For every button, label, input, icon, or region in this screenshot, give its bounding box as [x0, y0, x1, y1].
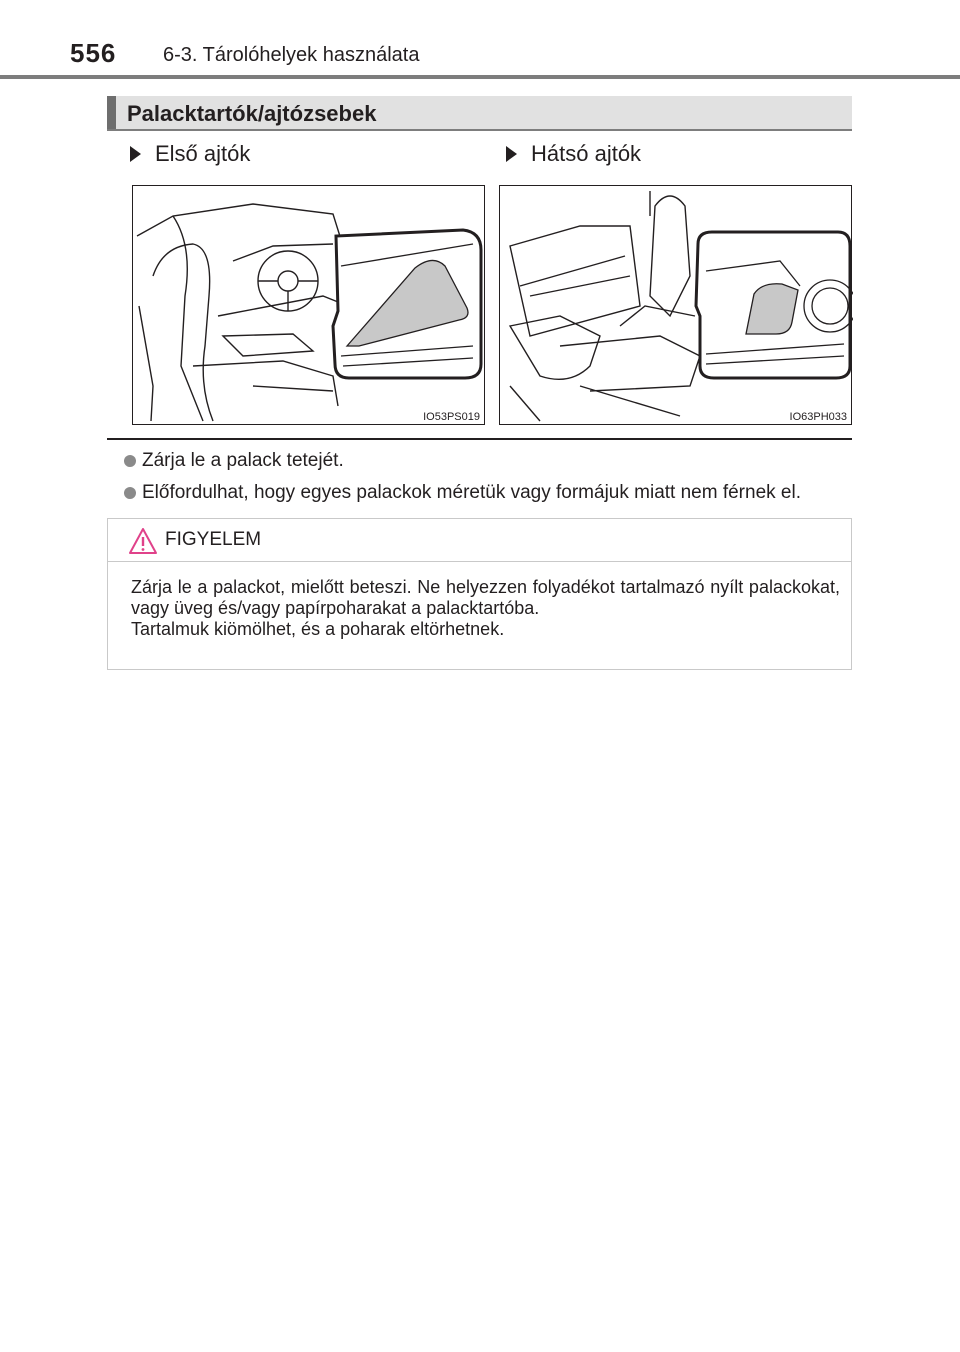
warning-text: Zárja le a palackot, mielőtt beteszi. Ne helyezzen folyadékot tartalmazó nyílt palackokat, vagy üveg és/vagy papírpoharakat a palacktartóba.: [131, 577, 840, 618]
figure-code: IO53PS019: [423, 411, 480, 423]
round-bullet-icon: [124, 487, 136, 499]
warning-label: FIGYELEM: [165, 529, 262, 550]
bullet-item: [124, 450, 344, 472]
figure-code: IO63PH033: [789, 411, 847, 423]
warning-triangle-icon: [128, 527, 158, 555]
warning-box: [107, 518, 852, 670]
figure-rear-doors: [499, 185, 852, 425]
bullet-text: Előfordulhat, hogy egyes palackok méretük vagy formájuk miatt nem férnek el.: [142, 482, 801, 503]
warning-text: Tartalmuk kiömölhet, és a poharak eltörhetnek.: [131, 619, 505, 639]
front-door-illustration: [133, 186, 486, 426]
page-number: 556: [70, 38, 117, 68]
section-bar: [107, 96, 852, 131]
mid-rule: [107, 438, 852, 440]
triangle-bullet-icon: [130, 146, 141, 162]
chapter-title: 6-3. Tárolóhelyek használata: [163, 44, 420, 66]
section-title: Palacktartók/ajtózsebek: [127, 101, 377, 126]
subhead-front-doors: [130, 141, 250, 167]
bullet-text: Zárja le a palack tetejét.: [142, 450, 344, 471]
warning-header: [108, 519, 851, 562]
section-accent: [107, 96, 116, 129]
header-rule: [0, 75, 960, 79]
bullet-item: [124, 482, 801, 504]
subhead-rear-doors: [506, 141, 641, 167]
figure-front-doors: [132, 185, 485, 425]
triangle-bullet-icon: [506, 146, 517, 162]
warning-body: [131, 577, 840, 640]
round-bullet-icon: [124, 455, 136, 467]
subhead-label: Első ajtók: [155, 141, 251, 166]
rear-door-illustration: [500, 186, 853, 426]
subhead-label: Hátsó ajtók: [531, 141, 642, 166]
